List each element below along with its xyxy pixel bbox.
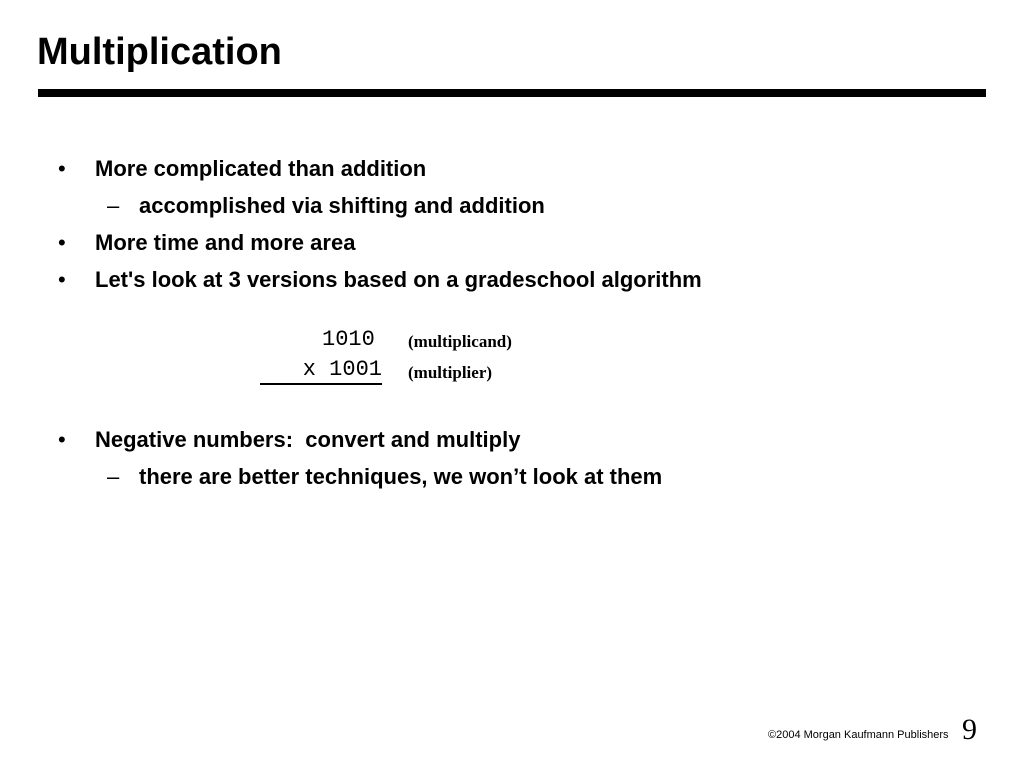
bullet-marker: • <box>58 427 66 452</box>
bullet-text: there are better techniques, we won’t look at them <box>139 464 663 489</box>
slide-title: Multiplication <box>37 31 282 73</box>
bullet-text: accomplished via shifting and addition <box>139 193 545 218</box>
page-number: 9 <box>962 713 977 746</box>
bullet-marker: – <box>107 193 120 218</box>
copyright-footer: ©2004 Morgan Kaufmann Publishers <box>768 729 949 741</box>
sub-bullet-item <box>107 464 663 490</box>
bullet-marker: – <box>107 464 120 489</box>
bullet-text: More time and more area <box>95 230 356 255</box>
bullet-marker: • <box>58 230 66 255</box>
bullet-item <box>58 156 427 182</box>
bullet-item <box>58 427 521 453</box>
multiplicand-value: 1010 <box>322 327 375 352</box>
bullet-text: More complicated than addition <box>95 156 427 181</box>
bullet-marker: • <box>58 156 66 181</box>
multiplier-value: x 1001 <box>260 357 382 385</box>
multiplier-note: (multiplier) <box>408 363 493 382</box>
title-divider <box>38 89 986 97</box>
bullet-item <box>58 230 356 256</box>
bullet-item <box>58 267 702 293</box>
sub-bullet-item <box>107 193 545 219</box>
bullet-text: Let's look at 3 versions based on a gradeschool algorithm <box>95 267 702 292</box>
bullet-marker: • <box>58 267 66 292</box>
multiplicand-note: (multiplicand) <box>408 332 512 351</box>
bullet-text: Negative numbers: convert and multiply <box>95 427 521 452</box>
